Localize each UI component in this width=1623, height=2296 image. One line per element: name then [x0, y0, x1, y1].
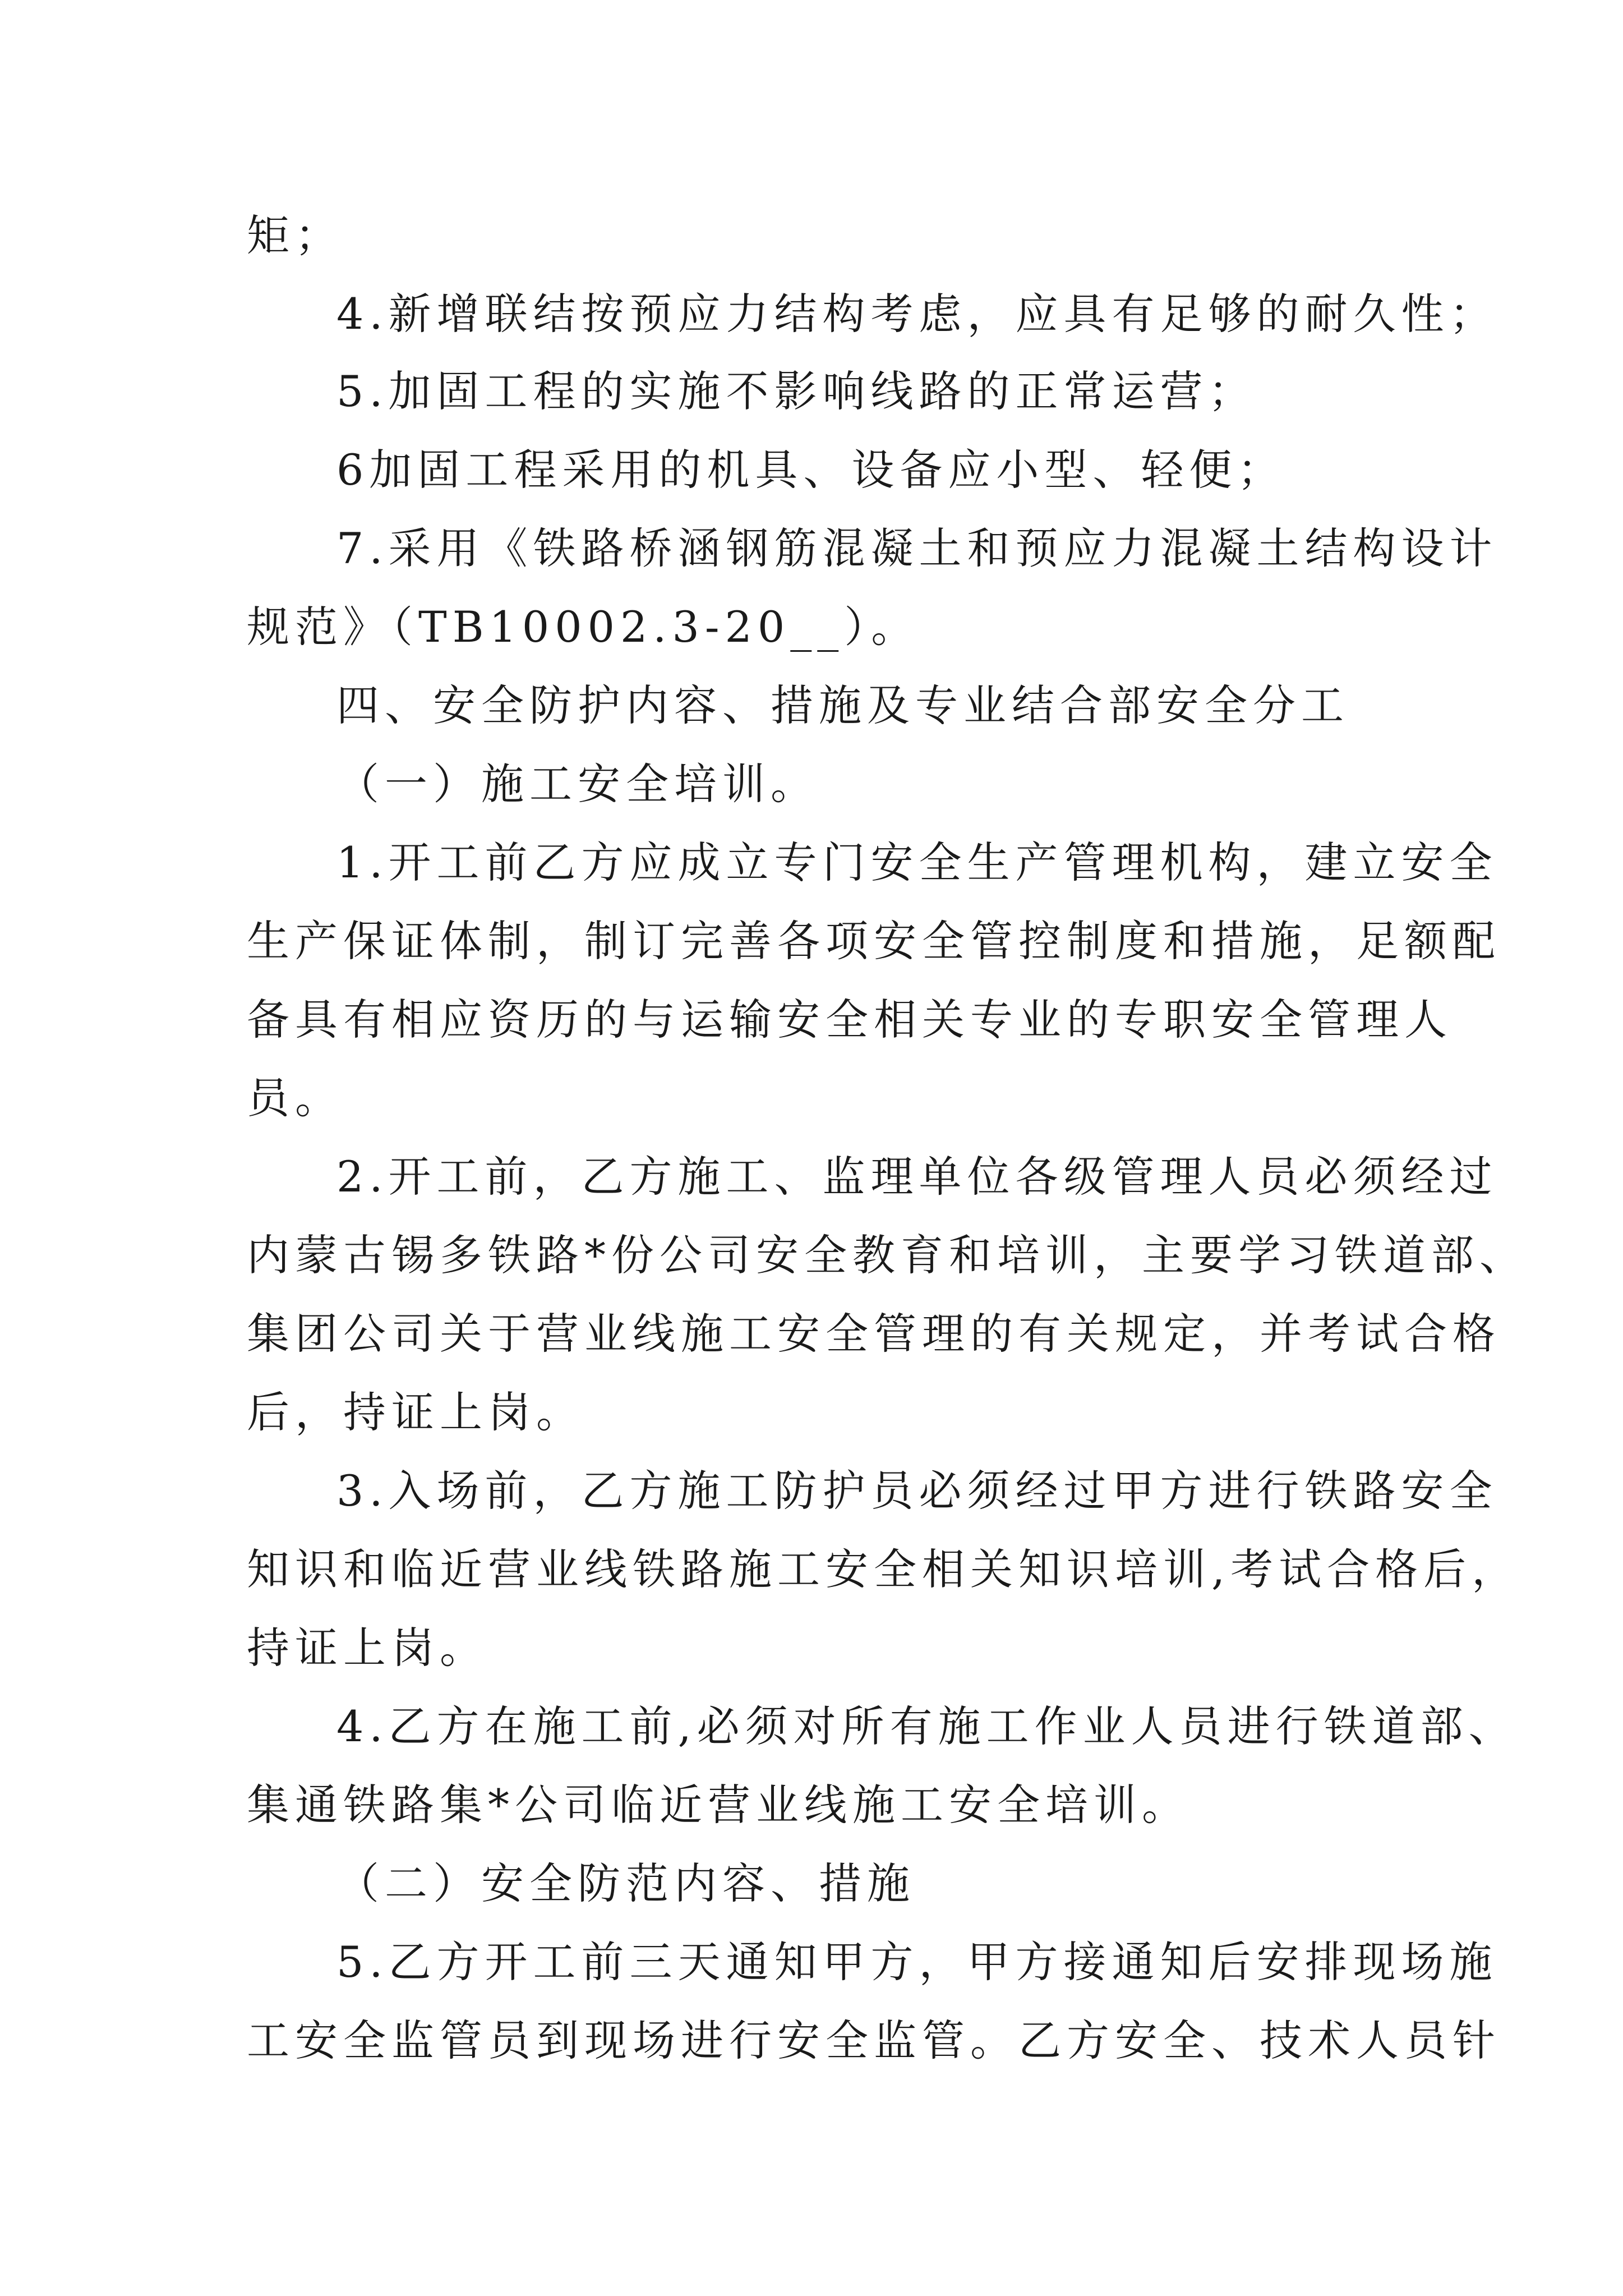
text-line: 后，持证上岗。	[247, 1387, 584, 1437]
text-line: 集通铁路集*公司临近营业线施工安全培训。	[247, 1780, 1190, 1830]
text-line: 5.乙方开工前三天通知甲方，甲方接通知后安排现场施	[336, 1937, 1498, 1987]
text-line: 3.入场前，乙方施工防护员必须经过甲方进行铁路安全	[336, 1466, 1498, 1516]
text-line: 持证上岗。	[247, 1623, 488, 1673]
text-line: 2.开工前，乙方施工、监理单位各级管理人员必须经过	[336, 1152, 1498, 1202]
text-line: 工安全监管员到现场进行安全监管。乙方安全、技术人员针	[247, 2016, 1501, 2065]
text-line: 备具有相应资历的与运输安全相关专业的专职安全管理人	[247, 995, 1453, 1045]
text-line: 5.加固工程的实施不影响线路的正常运营；	[336, 366, 1257, 416]
text-line: 矩；	[247, 210, 343, 260]
text-line: 内蒙古锡多铁路*份公司安全教育和培训，主要学习铁道部、	[247, 1230, 1528, 1280]
text-line: 员。	[247, 1073, 343, 1123]
text-line: 集团公司关于营业线施工安全管理的有关规定，并考试合格	[247, 1309, 1501, 1359]
text-line: 知识和临近营业线铁路施工安全相关知识培训,考试合格后，	[247, 1544, 1520, 1594]
text-line: 6加固工程采用的机具、设备应小型、轻便；	[336, 445, 1286, 495]
subsection-heading: （二）安全防范内容、措施	[336, 1858, 915, 1908]
text-line: 生产保证体制，制订完善各项安全管控制度和措施，足额配	[247, 916, 1501, 966]
text-line: 4.乙方在施工前,必须对所有施工作业人员进行铁道部、	[336, 1701, 1517, 1751]
section-heading: 四、安全防护内容、措施及专业结合部安全分工	[336, 680, 1349, 730]
subsection-heading: （一）施工安全培训。	[336, 759, 819, 809]
text-line: 7.采用《铁路桥涵钢筋混凝土和预应力混凝土结构设计	[336, 523, 1498, 573]
text-line: 1.开工前乙方应成立专门安全生产管理机构，建立安全	[336, 838, 1498, 887]
text-line: 4.新增联结按预应力结构考虑，应具有足够的耐久性；	[336, 289, 1498, 339]
text-line: 规范》（TB10002.3-20__）。	[247, 602, 920, 652]
